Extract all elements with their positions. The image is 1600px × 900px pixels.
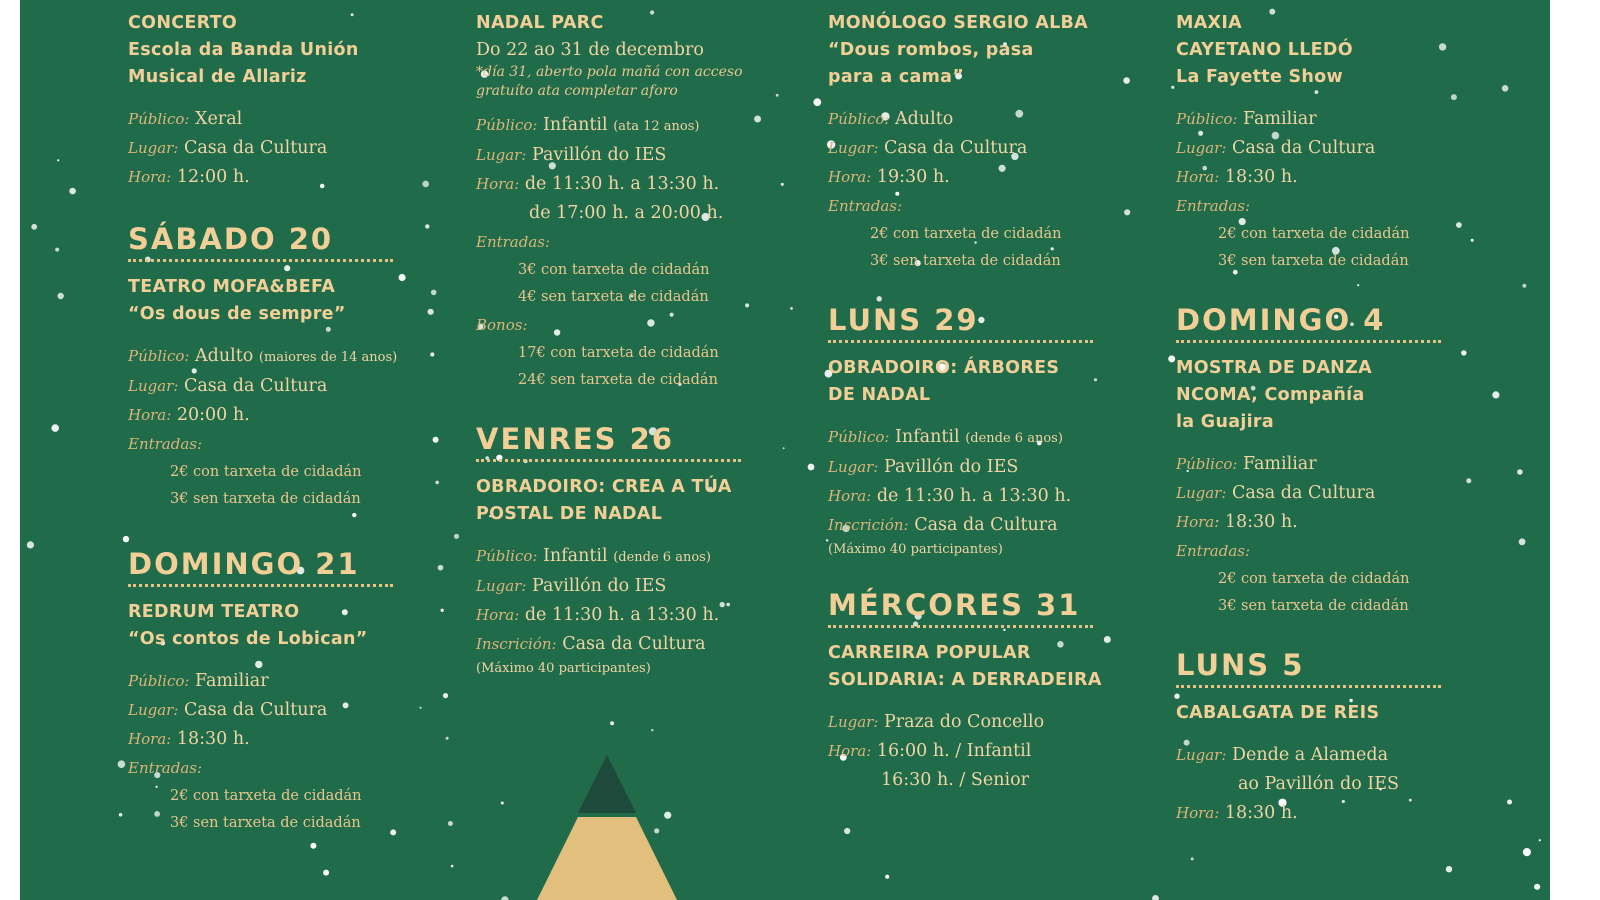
snowflake — [1523, 848, 1531, 856]
event-title: MAXIA CAYETANO LLEDÓ La Fayette Show — [1176, 13, 1353, 87]
snowflake — [1191, 857, 1194, 860]
day-heading: DOMINGO 4 — [1176, 303, 1386, 337]
snowflake — [118, 760, 126, 768]
snowflake — [808, 464, 815, 471]
event-maxia — [1176, 10, 1506, 275]
event-title: MONÓLOGO SERGIO ALBA “Dous rombos, pasa para a cama” — [828, 13, 1089, 87]
event-cabalgata-reis — [1176, 700, 1506, 828]
snowflake — [1168, 355, 1175, 362]
event-info: Público: Adulto Lugar: Casa da Cultura Hora: 19:30 h. Entradas: 2€ con tarxeta de cidadán 3€ sen tarxeta de cidadán — [828, 109, 1062, 269]
event-title: CONCERTO Escola da Banda Unión Musical de Allariz — [128, 13, 359, 87]
snowflake — [55, 248, 59, 252]
event-title: NADAL PARC — [476, 13, 604, 33]
snowflake — [1522, 284, 1526, 288]
event-info: Público: Familiar Lugar: Casa da Cultura Hora: 18:30 h. Entradas: 2€ con tarxeta de cidadán 3€ sen tarxeta de cidadán — [1176, 454, 1410, 614]
dotted-divider — [1176, 685, 1441, 688]
event-info: Público: Familiar Lugar: Casa da Cultura Hora: 18:30 h. Entradas: 2€ con tarxeta de cidadán 3€ sen tarxeta de cidadán — [128, 671, 362, 831]
event-info: Público: Xeral Lugar: Casa da Cultura Hora: 12:00 h. — [128, 109, 328, 187]
day-heading: SÁBADO 20 — [128, 222, 334, 256]
dotted-divider — [128, 259, 393, 262]
snowflake — [451, 865, 454, 868]
event-info: Público: Infantil (dende 6 anos) Lugar: Pavillón do IES Hora: de 11:30 h. a 13:30 h. Inscrición: Casa da Cultura (Máximo 40 participantes) — [476, 546, 720, 676]
dotted-divider — [828, 625, 1093, 628]
event-info: Lugar: Dende a Alameda ao Pavillón do IES Hora: 18:30 h. — [1176, 745, 1399, 823]
event-concerto — [128, 10, 458, 192]
snowflake — [58, 293, 64, 299]
dotted-divider — [476, 459, 741, 462]
event-title: OBRADOIRO: CREA A TÚA POSTAL DE NADAL — [476, 477, 732, 524]
christmas-tree-icon — [532, 755, 682, 900]
event-obradoiro-arbores — [828, 355, 1158, 560]
event-info: Público: Familiar Lugar: Casa da Cultura Hora: 18:30 h. Entradas: 2€ con tarxeta de cidadán 3€ sen tarxeta de cidadán — [1176, 109, 1410, 269]
snowflake — [813, 98, 821, 106]
snowflake — [501, 802, 504, 805]
snowflake — [1519, 538, 1526, 545]
snowflake — [31, 224, 37, 230]
day-heading: MÉRCORES 31 — [828, 588, 1081, 622]
snowflake — [57, 159, 59, 161]
snowflake — [51, 424, 59, 432]
event-teatro-mofa-befa — [128, 274, 458, 513]
dotted-divider — [128, 584, 393, 587]
event-info: Público: Adulto (maiores de 14 anos) Lugar: Casa da Cultura Hora: 20:00 h. Entradas: 2€ con tarxeta de cidadán 3€ sen tarxeta de cidadán — [128, 346, 398, 507]
day-heading: DOMINGO 21 — [128, 547, 360, 581]
event-carreira-popular — [828, 640, 1158, 795]
event-title: CARREIRA POPULAR SOLIDARIA: A DERRADEIRA — [828, 643, 1102, 690]
snowflake — [1517, 469, 1523, 475]
event-info: Público: Infantil (ata 12 anos) Lugar: Pavillón do IES Hora: de 11:30 h. a 13:30 h. de 17:00 h. a 20:00 h. Entradas: 3€ con tarxeta de cidadán 4€ sen tarxeta de cidadán Bonos: 17€ con tarxeta de cidadán 24€ sen tarxeta de cidadán — [476, 115, 724, 388]
event-title: REDRUM TEATRO “Os contos de Lobican” — [128, 602, 368, 649]
column-2 — [476, 10, 806, 707]
snowflake — [27, 541, 34, 548]
snowflake — [1534, 884, 1540, 890]
event-obradoiro-postal — [476, 474, 806, 679]
day-heading: LUNS 5 — [1176, 648, 1305, 682]
snowflake — [1152, 895, 1159, 900]
snowflake — [610, 721, 614, 725]
day-heading: VENRES 26 — [476, 422, 675, 456]
event-dates: Do 22 ao 31 de decembro — [476, 40, 704, 60]
snowflake — [1171, 86, 1174, 89]
event-nadal-parc: NADAL PARC Do 22 ao 31 de decembro *día 31, aberto pola mañá con acceso gratuíto ata completar aforo Público: Infantil (ata 12 anos) Lugar: Pavillón do IES Hora: de 11:30 h. a 13:30 h. de 17:00 h. a 20:00 h. Entradas: 3€ con tarxeta de cidadán 4€ sen tarxeta de cidadán Bonos: 17€ con tarxeta de cidadán 24€ sen tarxeta de cidadán — [476, 10, 806, 394]
snowflake — [1446, 866, 1452, 872]
column-4 — [1176, 10, 1506, 856]
column-1 — [128, 10, 458, 865]
event-info: Público: Infantil (dende 6 anos) Lugar: Pavillón do IES Hora: de 11:30 h. a 13:30 h. Inscrición: Casa da Cultura (Máximo 40 participantes) — [828, 427, 1072, 557]
snowflake — [1539, 839, 1541, 841]
dotted-divider — [828, 340, 1093, 343]
dotted-divider — [1176, 340, 1441, 343]
event-mostra-danza — [1176, 355, 1506, 620]
event-title: CABALGATA DE REIS — [1176, 703, 1380, 723]
snowflake — [651, 729, 653, 731]
event-redrum-teatro — [128, 599, 458, 837]
column-3 — [828, 10, 1158, 823]
snowflake — [1507, 800, 1512, 805]
snowflake — [119, 813, 123, 817]
event-info: Lugar: Praza do Concello Hora: 16:00 h. / Infantil 16:30 h. / Senior — [828, 712, 1045, 790]
snowflake — [69, 188, 76, 195]
day-heading: LUNS 29 — [828, 303, 979, 337]
event-title: TEATRO MOFA&BEFA “Os dous de sempre” — [128, 277, 346, 324]
snowflake — [501, 896, 508, 900]
event-title: OBRADOIRO: ÁRBORES DE NADAL — [828, 358, 1060, 405]
snowflake — [885, 875, 889, 879]
snowflake — [844, 828, 850, 834]
event-title: MOSTRA DE DANZA NCOMA, Compañía la Guajira — [1176, 358, 1372, 432]
event-monologo — [828, 10, 1158, 275]
snowflake — [323, 870, 329, 876]
poster — [20, 0, 1550, 900]
